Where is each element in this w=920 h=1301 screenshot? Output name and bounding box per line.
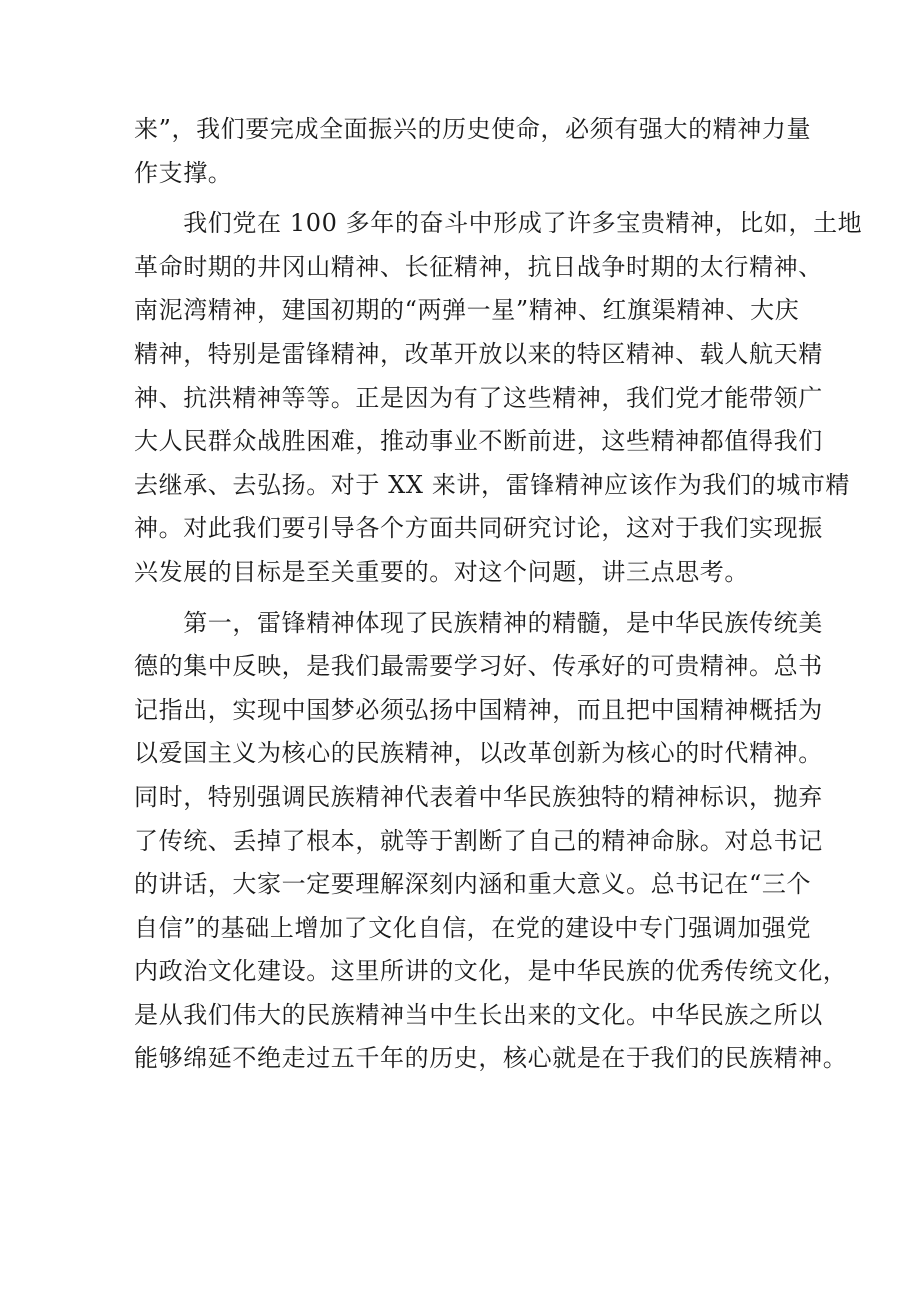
- text-line: 神、抗洪精神等等。正是因为有了这些精神，我们党才能带领广: [134, 383, 823, 412]
- text-line: 记指出，实现中国梦必须弘扬中国精神，而且把中国精神概括为: [134, 695, 823, 724]
- text-line: 我们党在 100 多年的奋斗中形成了许多宝贵精神，比如，土地: [134, 209, 863, 238]
- text-line: 神。对此我们要引导各个方面共同研究讨论，这对于我们实现振: [134, 514, 823, 543]
- text-line: 的讲话，大家一定要理解深刻内涵和重大意义。总书记在“三个: [134, 870, 812, 899]
- text-line: 自信”的基础上增加了文化自信，在党的建设中专门强调加强党: [134, 913, 812, 942]
- text-line: 兴发展的目标是至关重要的。对这个问题，讲三点思考。: [134, 557, 749, 586]
- paragraph-3: [134, 602, 848, 1082]
- text-line: 第一，雷锋精神体现了民族精神的精髓，是中华民族传统美: [134, 608, 823, 637]
- text-line: 来”，我们要完成全面振兴的历史使命，必须有强大的精神力量: [134, 115, 812, 143]
- text-line: 作支撑。: [134, 158, 233, 187]
- text-line: 了传统、丢掉了根本，就等于割断了自己的精神命脉。对总书记: [134, 826, 823, 855]
- text-line: 革命时期的井冈山精神、长征精神，抗日战争时期的太行精神、: [134, 252, 823, 281]
- text-line: 以爱国主义为核心的民族精神，以改革创新为核心的时代精神。: [134, 739, 823, 768]
- text-line: 是从我们伟大的民族精神当中生长出来的文化。中华民族之所以: [134, 1000, 823, 1029]
- paragraph-2: [134, 202, 863, 594]
- text-line: 大人民群众战胜困难，推动事业不断前进，这些精神都值得我们: [134, 427, 823, 456]
- paragraph-1: [134, 108, 812, 195]
- paragraph-gap: [134, 595, 802, 602]
- text-line: 德的集中反映，是我们最需要学习好、传承好的可贵精神。总书: [134, 652, 823, 681]
- text-line: 去继承、去弘扬。对于 XX 来讲，雷锋精神应该作为我们的城市精: [134, 470, 851, 499]
- text-line: 精神，特别是雷锋精神，改革开放以来的特区精神、载人航天精: [134, 339, 823, 368]
- text-line: 能够绵延不绝走过五千年的历史，核心就是在于我们的民族精神。: [134, 1044, 848, 1073]
- paragraph-gap: [134, 195, 802, 202]
- text-line: 同时，特别强调民族精神代表着中华民族独特的精神标识，抛弃: [134, 782, 823, 811]
- text-line: 内政治文化建设。这里所讲的文化，是中华民族的优秀传统文化，: [134, 957, 848, 986]
- body-text: [134, 108, 863, 1081]
- text-line: 南泥湾精神，建国初期的“两弹一星”精神、红旗渠精神、大庆: [134, 296, 800, 325]
